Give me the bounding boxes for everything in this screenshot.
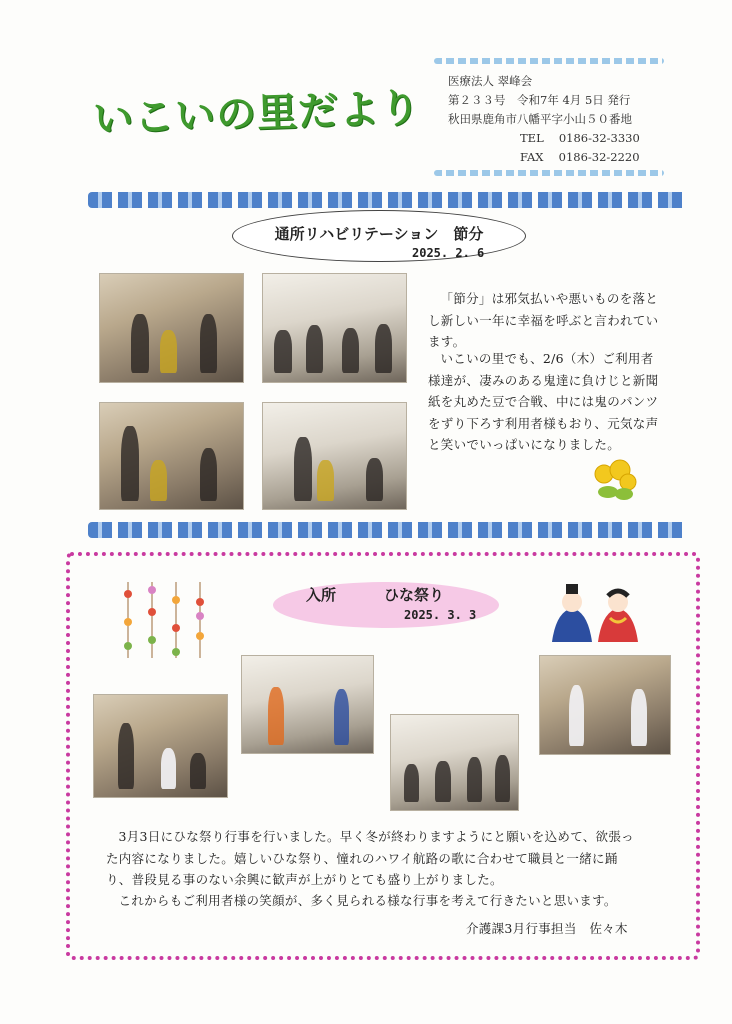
signature: 介護課3月行事担当 佐々木 — [466, 921, 628, 936]
section2-paragraph-1: 3月3日にひな祭り行事を行いました。早く冬が終わりますようにと願いを込めて、欲張った内容になりました。嬉しいひな祭り、憧れのハワイ航路の歌に合わせて職員と一緒に踊り、普段見る事のない余興に歓声が上がりとても盛り上がりました。 — [106, 829, 634, 887]
section1-date: 2025. 2. 6 — [412, 246, 485, 260]
section1-paragraph-2: いこいの里でも、2/6（木）ご利用者様達が、凄みのある鬼達に負けじと新聞紙を丸めた豆で合戦、中には鬼のパンツをずり下ろす利用者様もおり、元気な声と笑いでいっぱいになりました。 — [428, 351, 659, 452]
wave-divider-top — [434, 58, 664, 64]
tel: TEL 0186-32-3330 — [520, 131, 640, 145]
section1-paragraph-1: 「節分」は邪気払いや悪いものを落とし新しい一年に幸福を呼ぶと言われています。 — [428, 291, 659, 349]
section2-heading-left: 入所 — [306, 586, 337, 604]
address: 秋田県鹿角市八幡平字小山５０番地 — [448, 112, 632, 126]
newsletter-title: いこいの里だより — [92, 85, 422, 143]
ribbon-divider-top — [88, 192, 688, 208]
section2-date: 2025. 3. 3 — [404, 608, 477, 622]
hina-dolls-resident-photo — [93, 694, 228, 798]
issue-line: 第２３３号 令和7年 4月 5日 発行 — [448, 93, 631, 107]
section2-heading-right: ひな祭り — [384, 586, 445, 604]
ribbon-divider-middle — [88, 522, 688, 538]
oni-seated-residents-photo — [262, 273, 407, 383]
oni-bean-throw-photo — [99, 402, 244, 510]
residents-cheering-photo — [390, 714, 519, 811]
flower-icon — [590, 456, 640, 508]
section1-heading: 通所リハビリテーション 節分 — [274, 225, 484, 243]
section2-paragraph-2: これからもご利用者様の笑顔が、多く見られる様な行事を考えて行きたいと思います。 — [118, 893, 617, 908]
wave-divider-bottom — [434, 170, 664, 176]
hawaii-dance-photo — [539, 655, 671, 755]
fax: FAX 0186-32-2220 — [520, 150, 640, 164]
org-name: 医療法人 翠峰会 — [448, 74, 533, 88]
staff-performance-photo — [241, 655, 374, 754]
oni-dance-photo — [262, 402, 407, 510]
hanging-ornaments-icon — [118, 582, 218, 660]
oni-hallway-photo — [99, 273, 244, 383]
hina-dolls-icon — [548, 582, 642, 644]
